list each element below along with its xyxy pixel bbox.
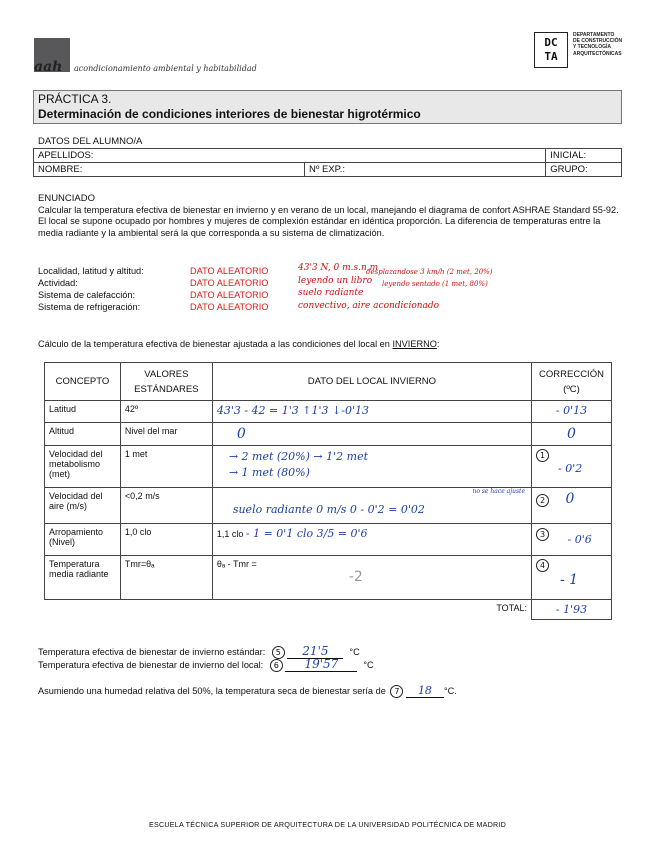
correccion-value: 0 <box>567 426 576 442</box>
statement-text: Calcular la temperatura efectiva de bienestar en invierno y en verano de un local, manejando el diagrama de confort ASHRAE Standard 55-92. El local se supone ocupado por hombres y mujeres de complexión estándar en idéntica proporción. La diferencia de temperaturas entre la media radiante y la ambiental será la que corresponda a su sistema de climatización. <box>38 205 619 238</box>
logo-text: aah <box>34 59 63 75</box>
param-value-calefaccion: DATO ALEATORIO <box>190 290 269 300</box>
student-data-heading: DATOS DEL ALUMNO/A <box>38 136 143 147</box>
calc-heading-suffix: : <box>436 339 440 349</box>
correccion-cell[interactable] <box>532 556 612 600</box>
practice-number: PRÁCTICA 3. <box>38 92 112 106</box>
dato-hand: suelo radiante 0 m/s 0 - 0'2 = 0'02 <box>232 503 425 516</box>
circle-number: 4 <box>536 559 549 572</box>
circle-number: 2 <box>536 494 549 507</box>
header-dato: DATO DEL LOCAL INVIERNO <box>212 363 531 401</box>
dept-line-2: DE CONSTRUCCIÓN <box>573 38 623 45</box>
result-standard-value[interactable]: 21'5 <box>287 644 343 659</box>
winter-calc-table <box>44 362 612 620</box>
dept-line-3: Y TECNOLOGÍA <box>573 44 611 51</box>
hand-localidad: 43'3 N, 0 m.s.n.m <box>298 263 379 273</box>
correccion-value: 0 <box>565 491 575 507</box>
total-value: - 1'93 <box>555 603 588 616</box>
result-dry-label: Asumiendo una humedad relativa del 50%, la temperatura seca de bienestar sería de <box>38 686 386 696</box>
circle-number: 1 <box>536 449 549 462</box>
dato-print: 1,1 clo <box>216 529 244 539</box>
valor-cell: Tmr=θₐ <box>120 556 212 600</box>
circle-number: 5 <box>272 646 285 659</box>
dato-hand: 43'3 - 42 = 1'3 ↑1'3 ↓-0'13 <box>216 404 369 417</box>
valor-cell: 1 met <box>120 446 212 488</box>
result-dry-value[interactable]: 18 <box>406 684 444 698</box>
table-row <box>45 401 612 423</box>
dato-cell[interactable] <box>212 423 531 446</box>
valor-cell: Nivel del mar <box>120 423 212 446</box>
param-label-actividad: Actividad: <box>38 278 78 288</box>
correccion-cell[interactable] <box>532 524 612 556</box>
dept-line-4: ARQUITECTÓNICAS <box>573 50 622 57</box>
dato-hand: - 1 = 0'1 clo 3/5 = 0'6 <box>245 527 368 540</box>
hand-actividad: leyendo un libro <box>298 276 373 286</box>
dato-cell[interactable] <box>212 401 531 423</box>
statement-heading: ENUNCIADO <box>38 193 96 204</box>
concepto-cell: Velocidad del aire (m/s) <box>45 488 121 524</box>
student-data-table <box>33 148 622 177</box>
circle-number: 7 <box>390 685 403 698</box>
calc-heading <box>38 339 439 349</box>
table-row <box>45 524 612 556</box>
param-label-refrigeracion: Sistema de refrigeración: <box>38 302 141 312</box>
correccion-cell[interactable] <box>532 488 612 524</box>
result-standard-unit: °C <box>349 647 360 657</box>
note-no-ajuste: no se hace ajuste <box>472 488 525 495</box>
result-dry-unit: °C. <box>443 686 457 696</box>
valor-cell: 1,0 clo <box>120 524 212 556</box>
param-value-refrigeracion: DATO ALEATORIO <box>190 302 269 312</box>
dato-hand: -2 <box>348 569 363 585</box>
dato-hand: 0 <box>236 426 246 442</box>
dato-hand: → 2 met (20%) → 1'2 met → 1 met (80%) <box>228 450 369 479</box>
dept-line-1: DEPARTAMENTO <box>573 32 615 38</box>
hand-refrigeracion: convectivo, aire acondicionado <box>298 301 440 311</box>
concepto-cell: Velocidad del metabolismo (met) <box>45 446 121 488</box>
nombre-field[interactable]: NOMBRE: <box>34 163 305 177</box>
param-value-actividad: DATO ALEATORIO <box>190 278 269 288</box>
concepto-cell: Altitud <box>45 423 121 446</box>
hand-note-sentado: leyendo sentado (1 met, 80%) <box>382 280 488 288</box>
result-local-value[interactable]: 19'57 <box>285 657 357 672</box>
apellidos-field[interactable]: APELLIDOS: <box>34 149 546 163</box>
param-value-localidad: DATO ALEATORIO <box>190 266 269 276</box>
hand-note-desplazandose: desplazandose 3 km/h (2 met, 20%) <box>366 268 493 276</box>
dato-print: θₐ - Tmr = <box>216 559 257 569</box>
result-line-local <box>38 657 374 672</box>
logo-subtitle: acondicionamiento ambiental y habitabilidad <box>74 64 257 73</box>
total-row <box>45 600 612 620</box>
correccion-value: - 0'2 <box>558 462 583 475</box>
header-correccion: CORRECCIÓN (ºC) <box>532 363 612 401</box>
dcta-logo <box>534 32 568 68</box>
correccion-value: - 1 <box>560 572 579 588</box>
param-label-calefaccion: Sistema de calefacción: <box>38 290 136 300</box>
table-row <box>45 423 612 446</box>
correccion-value: - 0'13 <box>555 404 588 417</box>
department-name <box>573 32 633 57</box>
result-standard-label: Temperatura efectiva de bienestar de invierno estándar: <box>38 647 266 657</box>
circle-number: 3 <box>536 528 549 541</box>
dato-cell[interactable] <box>212 446 531 488</box>
concepto-cell: Temperatura media radiante <box>45 556 121 600</box>
footer-school: ESCUELA TÉCNICA SUPERIOR DE ARQUITECTURA DE LA UNIVERSIDAD POLITÉCNICA DE MADRID <box>149 820 506 829</box>
result-line-dry <box>38 684 457 698</box>
dcta-line-1: DC <box>544 36 558 49</box>
total-label: TOTAL: <box>45 600 532 620</box>
hand-calefaccion: suelo radiante <box>298 288 364 298</box>
practice-title: Determinación de condiciones interiores de bienestar higrotérmico <box>38 107 421 121</box>
table-row <box>45 446 612 488</box>
correccion-cell[interactable] <box>532 401 612 423</box>
table-row <box>45 488 612 524</box>
concepto-cell: Latitud <box>45 401 121 423</box>
param-label-localidad: Localidad, latitud y altitud: <box>38 266 144 276</box>
total-cell[interactable] <box>532 600 612 620</box>
dato-cell[interactable] <box>212 488 531 524</box>
inicial-field[interactable]: INICIAL: <box>546 149 622 163</box>
result-local-label: Temperatura efectiva de bienestar de invierno del local: <box>38 660 264 670</box>
correccion-value: - 0'6 <box>567 533 592 546</box>
valor-cell: <0,2 m/s <box>120 488 212 524</box>
circle-number: 6 <box>270 659 283 672</box>
table-row <box>45 556 612 600</box>
nexp-field[interactable]: Nº EXP.: <box>305 163 546 177</box>
dato-cell[interactable] <box>212 524 531 556</box>
header-concepto: CONCEPTO <box>45 363 121 401</box>
dato-cell[interactable] <box>212 556 531 600</box>
valor-cell: 42º <box>120 401 212 423</box>
calc-heading-season: INVIERNO <box>392 339 437 349</box>
result-local-unit: °C <box>363 660 374 670</box>
calc-heading-prefix: Cálculo de la temperatura efectiva de bienestar ajustada a las condiciones del local en <box>38 339 393 349</box>
correccion-cell[interactable] <box>532 446 612 488</box>
grupo-field[interactable]: GRUPO: <box>546 163 622 177</box>
header-valores: VALORES ESTÁNDARES <box>120 363 212 401</box>
correccion-cell[interactable] <box>532 423 612 446</box>
concepto-cell: Arropamiento (Nivel) <box>45 524 121 556</box>
dcta-line-2: TA <box>544 50 558 63</box>
